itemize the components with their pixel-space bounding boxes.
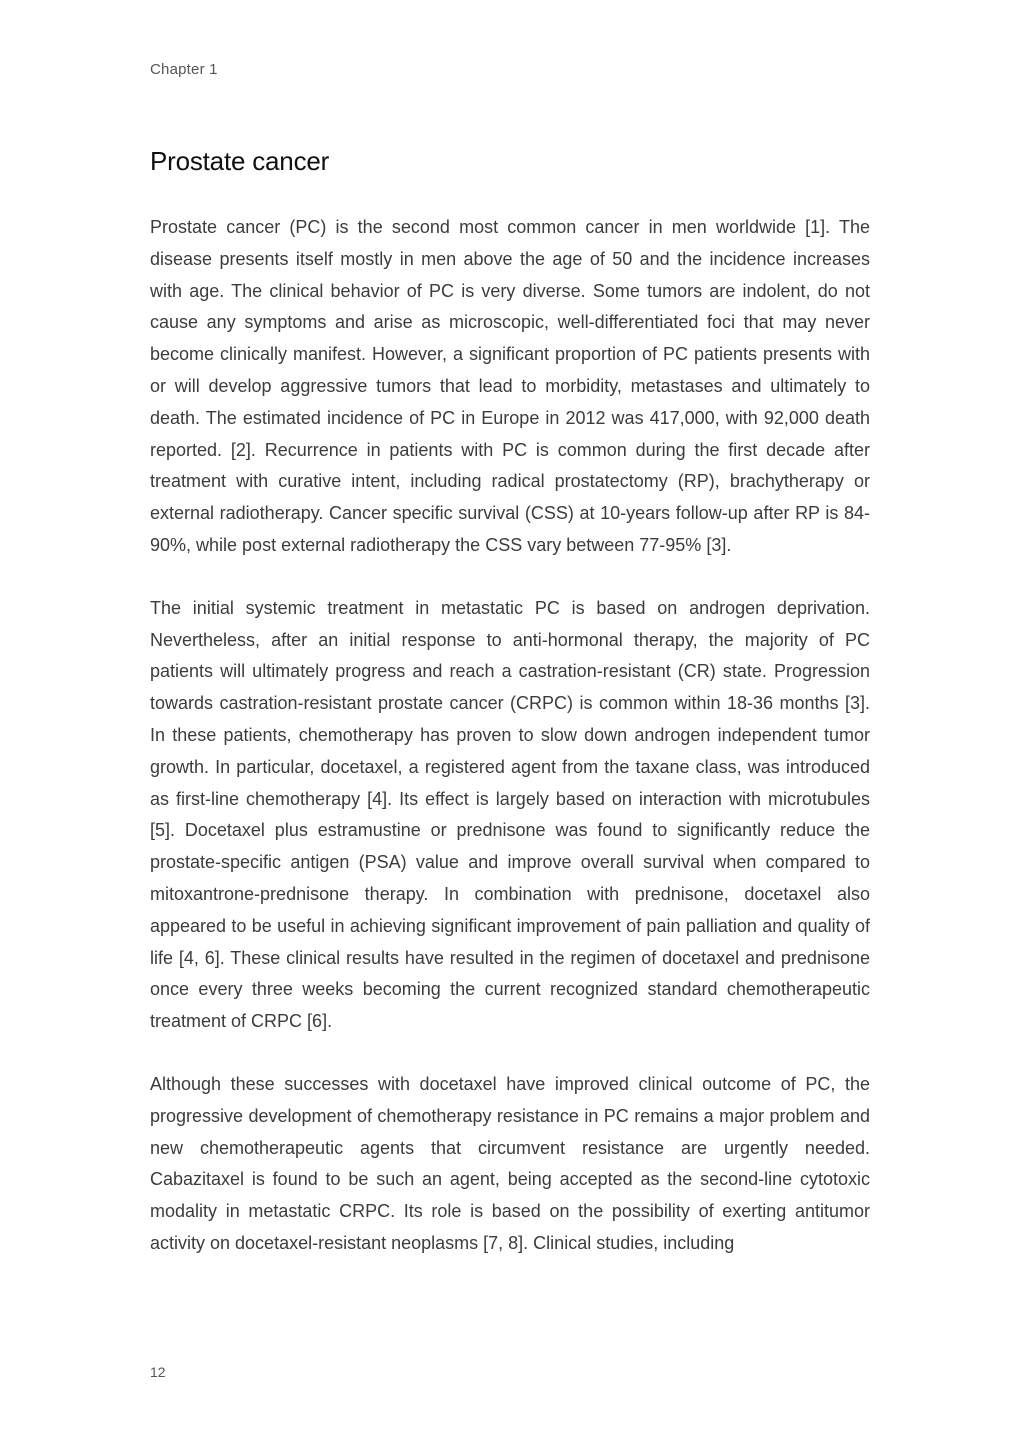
paragraph-systemic-treatment: The initial systemic treatment in metastatic PC is based on androgen deprivation. Nevertheless, after an initial response to anti-hormonal therapy, the majority of PC patients will ultimately progress and reach a castration-resistant (CR) state. Progression towards castration-resistant prostate cancer (CRPC) is common within 18-36 months [3]. In these patients, chemotherapy has proven to slow down androgen independent tumor growth. In particular, docetaxel, a registered agent from the taxane class, was introduced as first-line chemotherapy [4]. Its effect is largely based on interaction with microtubules [5]. Docetaxel plus estramustine or prednisone was found to significantly reduce the prostate-specific antigen (PSA) value and improve overall survival when compared to mitoxantrone-prednisone therapy. In combination with prednisone, docetaxel also appeared to be useful in achieving significant improvement of pain palliation and quality of life [4, 6]. These clinical results have resulted in the regimen of docetaxel and prednisone once every three weeks becoming the current recognized standard chemotherapeutic treatment of CRPC [6].	[150, 597, 870, 1032]
body-text	[150, 212, 870, 1291]
section-heading: Prostate cancer	[150, 146, 330, 176]
page-number: 12	[150, 1364, 166, 1380]
paragraph-prostate-cancer-intro: Prostate cancer (PC) is the second most common cancer in men worldwide [1]. The disease presents itself mostly in men above the age of 50 and the incidence increases with age. The clinical behavior of PC is very diverse. Some tumors are indolent, do not cause any symptoms and arise as microscopic, well-differentiated foci that may never become clinically manifest. However, a significant proportion of PC patients presents with or will develop aggressive tumors that lead to morbidity, metastases and ultimately to death. The estimated incidence of PC in Europe in 2012 was 417,000, with 92,000 death reported. [2]. Recurrence in patients with PC is common during the first decade after treatment with curative intent, including radical prostatectomy (RP), brachytherapy or external radiotherapy. Cancer specific survival (CSS) at 10-years follow-up after RP is 84-90%, while post external radiotherapy the CSS vary between 77-95% [3].	[150, 217, 870, 555]
running-header: Chapter 1	[150, 61, 218, 78]
paragraph-chemotherapy-resistance: Although these successes with docetaxel have improved clinical outcome of PC, the progressive development of chemotherapy resistance in PC remains a major problem and new chemotherapeutic agents that circumvent resistance are urgently needed. Cabazitaxel is found to be such an agent, being accepted as the second-line cytotoxic modality in metastatic CRPC. Its role is based on the possibility of exerting antitumor activity on docetaxel-resistant neoplasms [7, 8]. Clinical studies, including	[150, 1073, 870, 1253]
